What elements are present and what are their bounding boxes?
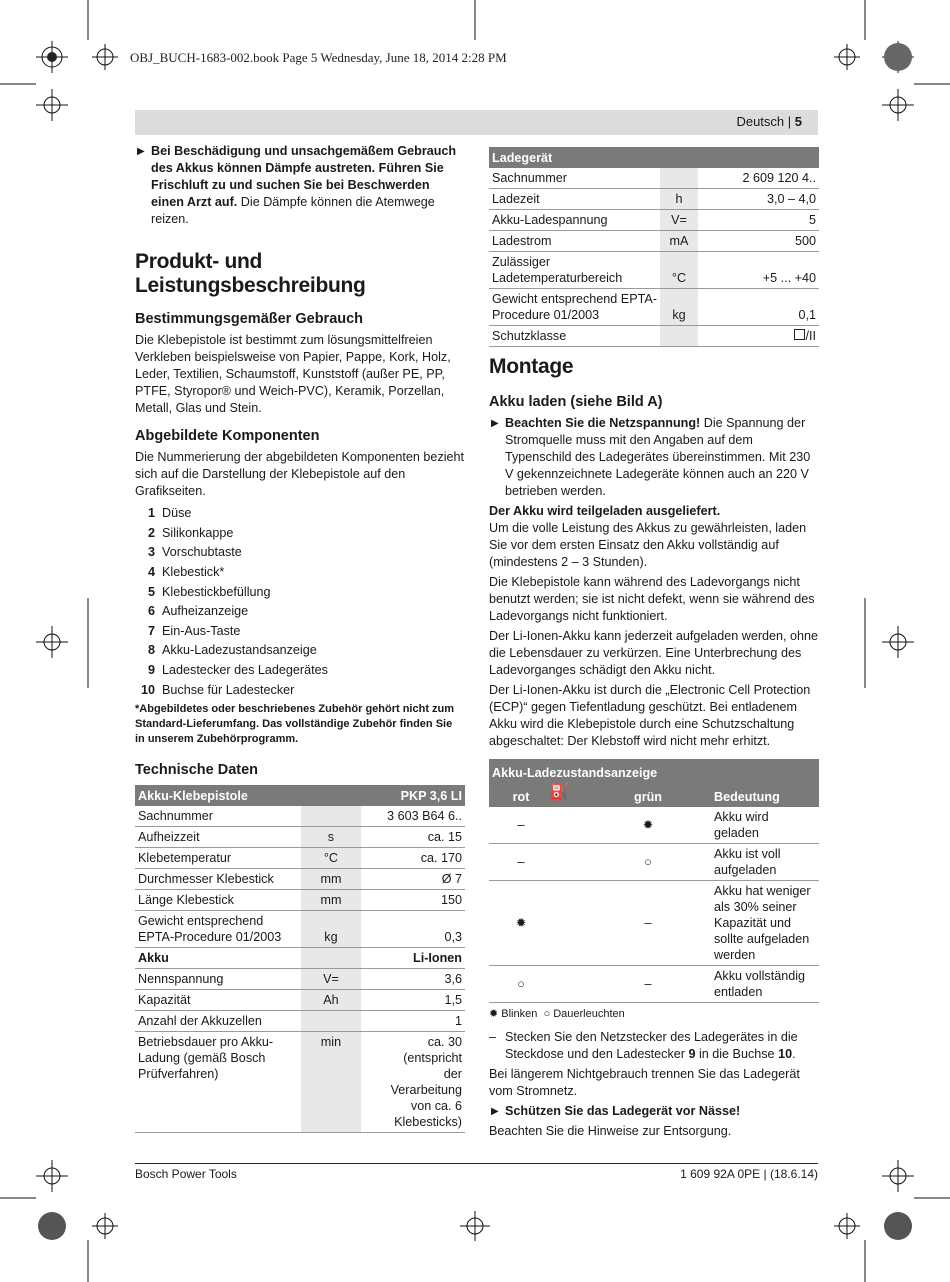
table-row: Klebetemperatur °C ca. 170 — [135, 847, 465, 868]
blink-icon: ✹ — [489, 1008, 499, 1020]
protection-class-square-icon — [794, 329, 805, 340]
col-red: rot — [512, 790, 530, 804]
header-language: Deutsch — [736, 114, 785, 129]
heading-components: Abgebildete Komponenten — [135, 428, 320, 444]
section-title-montage: Montage — [489, 355, 574, 378]
blink-icon: ✹ — [515, 916, 527, 930]
plug-in-step: – Stecken Sie den Netzstecker des Ladegerätes in die Steckdose und den Ladestecker 9 in die Buchse 10. — [489, 1030, 798, 1061]
list-item: 4 Klebestick* — [147, 565, 225, 580]
table-row: ○ – Akku vollständig entladen — [489, 966, 819, 1003]
intended-use-text: Die Klebepistole ist bestimmt zum lösungsmittelfreien Verkleben beispielsweise von Papier, Pappe, Kork, Holz, Leder, Textilien, Schaumstoff, Kunststoff (außer PE, PP, PTFE, Styropor® und Weich-PVC), Keramik, Porzellan, Metall, Glas und Stein. — [135, 333, 451, 415]
no-use-while-charging: Die Klebepistole kann während des Ladevorgangs nicht benutzt werden; sie ist nicht defekt, wenn sie während des Ladevorgangs nicht funktioniert. — [489, 575, 815, 623]
voltage-warning: ▶ Beachten Sie die Netzspannung! Die Spannung der Stromquelle muss mit den Angaben auf dem Typenschild des Ladegerätes übereinstimmen. Mit 230 V gekennzeichnete Ladegeräte können auch an 220 V betrieben werden. — [491, 416, 811, 498]
heading-intended-use: Bestimmungsgemäßer Gebrauch — [135, 311, 364, 327]
table-row: Aufheizzeit s ca. 15 — [135, 826, 465, 847]
list-item: 8 Akku-Ladezustandsanzeige — [147, 643, 317, 658]
steady-light-icon: ○ — [517, 977, 525, 991]
table-header-cell: Ladegerät — [489, 147, 819, 168]
col-meaning: Bedeutung — [706, 783, 819, 807]
footer-docnumber: 1 609 92A 0PE | (18.6.14) — [680, 1167, 818, 1181]
table-row: Gewicht entsprechend EPTA-Procedure 01/2003 kg 0,1 — [489, 289, 819, 326]
list-item: 2 Silikonkappe — [147, 525, 234, 540]
table-row: – ✹ Akku wird geladen — [489, 807, 819, 844]
battery-warning: ▶ Bei Beschädigung und unsachgemäßem Gebrauch des Akkus können Dämpfe austreten. Führen Sie Frischluft zu und suchen Sie bei Beschwerden einen Arzt auf. Die Dämpfe können die Atemwege reizen. — [137, 144, 457, 226]
disconnect-note: Bei längerem Nichtgebrauch trennen Sie das Ladegerät vom Stromnetz. — [489, 1067, 800, 1098]
triangle-bullet-icon: ▶ — [491, 418, 499, 429]
table-row: Sachnummer 3 603 B64 6.. — [135, 806, 465, 827]
list-item: 10 Buchse für Ladestecker — [140, 682, 295, 697]
section-title-product: Produkt- und Leistungsbeschreibung — [135, 250, 366, 297]
list-item: 9 Ladestecker des Ladegerätes — [147, 663, 328, 678]
blink-icon: ✹ — [642, 818, 654, 832]
col-green: grün — [553, 783, 706, 807]
steady-light-icon: ○ — [543, 1008, 551, 1020]
charger-table — [489, 147, 819, 347]
heading-charge-battery: Akku laden (siehe Bild A) — [489, 394, 663, 410]
table-row: – ○ Akku ist voll aufgeladen — [489, 844, 819, 881]
component-list — [135, 504, 465, 700]
table-row: Schutzklasse /II — [489, 326, 819, 347]
accessory-footnote: *Abgebildetes oder beschriebenes Zubehör gehört nicht zum Standard-Lieferumfang. Das vollständige Zubehör finden Sie in unserem Zubehörprogramm. — [135, 702, 455, 745]
table-header-cell: PKP 3,6 LI — [361, 785, 465, 806]
list-item: 7 Ein-Aus-Taste — [147, 623, 241, 638]
table-row: Betriebsdauer pro Akku-Ladung (gemäß Bosch Prüfverfahren) min ca. 30 (entspricht der Verarbeitung von ca. 6 Klebesticks) — [135, 1031, 465, 1132]
heading-technical-data: Technische Daten — [135, 761, 259, 778]
left-column — [135, 143, 465, 1133]
header-separator: | — [784, 114, 795, 129]
triangle-bullet-icon: ▶ — [491, 1106, 499, 1117]
triangle-bullet-icon: ▶ — [137, 146, 145, 157]
table-row: Kapazität Ah 1,5 — [135, 989, 465, 1010]
right-column — [489, 147, 819, 1143]
table-row: Nennspannung V= 3,6 — [135, 968, 465, 989]
components-intro: Die Nummerierung der abgebildeten Komponenten bezieht sich auf die Darstellung der Klebepistole auf den Grafikseiten. — [135, 450, 465, 498]
table-row: Durchmesser Klebestick mm Ø 7 — [135, 868, 465, 889]
table-header-cell: Akku-Klebepistole — [135, 785, 301, 806]
table-row: Ladezeit h 3,0 – 4,0 — [489, 189, 819, 210]
tech-data-table — [135, 785, 465, 1133]
table-row: Gewicht entsprechend EPTA-Procedure 01/2003 kg 0,3 — [135, 910, 465, 947]
liion-note: Der Li-Ionen-Akku kann jederzeit aufgeladen werden, ohne die Lebensdauer zu verkürzen. Eine Unterbrechung des Ladevorganges schädigt den Akku nicht. — [489, 629, 819, 677]
disposal-note: Beachten Sie die Hinweise zur Entsorgung. — [489, 1124, 732, 1138]
header-bar — [135, 110, 818, 135]
footer-brand: Bosch Power Tools — [135, 1167, 237, 1181]
fuel-pump-icon: ⛽ — [549, 784, 569, 801]
steady-light-icon: ○ — [644, 855, 652, 869]
table-row: Sachnummer 2 609 120 4.. — [489, 168, 819, 189]
footer-rule — [135, 1163, 818, 1164]
list-item: 3 Vorschubtaste — [147, 545, 242, 560]
table-row: Anzahl der Akkuzellen 1 — [135, 1010, 465, 1031]
ecp-note: Der Li-Ionen-Akku ist durch die „Electronic Cell Protection (ECP)“ gegen Tiefentladung geschützt. Bei entladenem Akku wird die Klebepistole durch eine Schutzschaltung abgeschaltet: Der Klebstoff wird nicht mehr erhitzt. — [489, 683, 811, 748]
status-legend: ✹ Blinken ○ Dauerleuchten — [489, 1008, 625, 1020]
table-row: ✹ – Akku hat weniger als 30% seiner Kapazität und sollte aufgeladen werden — [489, 881, 819, 966]
table-row: Ladestrom mA 500 — [489, 231, 819, 252]
table-row: Akku-Ladespannung V= 5 — [489, 210, 819, 231]
page-number: 5 — [794, 114, 802, 129]
list-item: 5 Klebestickbefüllung — [147, 584, 271, 599]
partial-charge-note: Der Akku wird teilgeladen ausgeliefert. Um die volle Leistung des Akkus zu gewährleisten, laden Sie vor dem ersten Einsatz den Akku vollständig auf (mindestens 2 – 3 Stunden). — [489, 504, 807, 569]
table-header-cell: Akku-Ladezustandsanzeige — [489, 759, 819, 783]
moisture-warning: ▶ Schützen Sie das Ladegerät vor Nässe! — [491, 1104, 741, 1118]
table-row: Länge Klebestick mm 150 — [135, 889, 465, 910]
list-item: 6 Aufheizanzeige — [147, 604, 249, 619]
charge-status-table — [489, 759, 819, 1003]
page-header — [736, 114, 802, 129]
list-item: 1 Düse — [147, 506, 192, 521]
book-meta-line: OBJ_BUCH-1683-002.book Page 5 Wednesday, June 18, 2014 2:28 PM — [130, 50, 507, 65]
table-row: Zulässiger Ladetemperaturbereich °C +5 ... +40 — [489, 252, 819, 289]
table-row: Akku Li-Ionen — [135, 947, 465, 968]
